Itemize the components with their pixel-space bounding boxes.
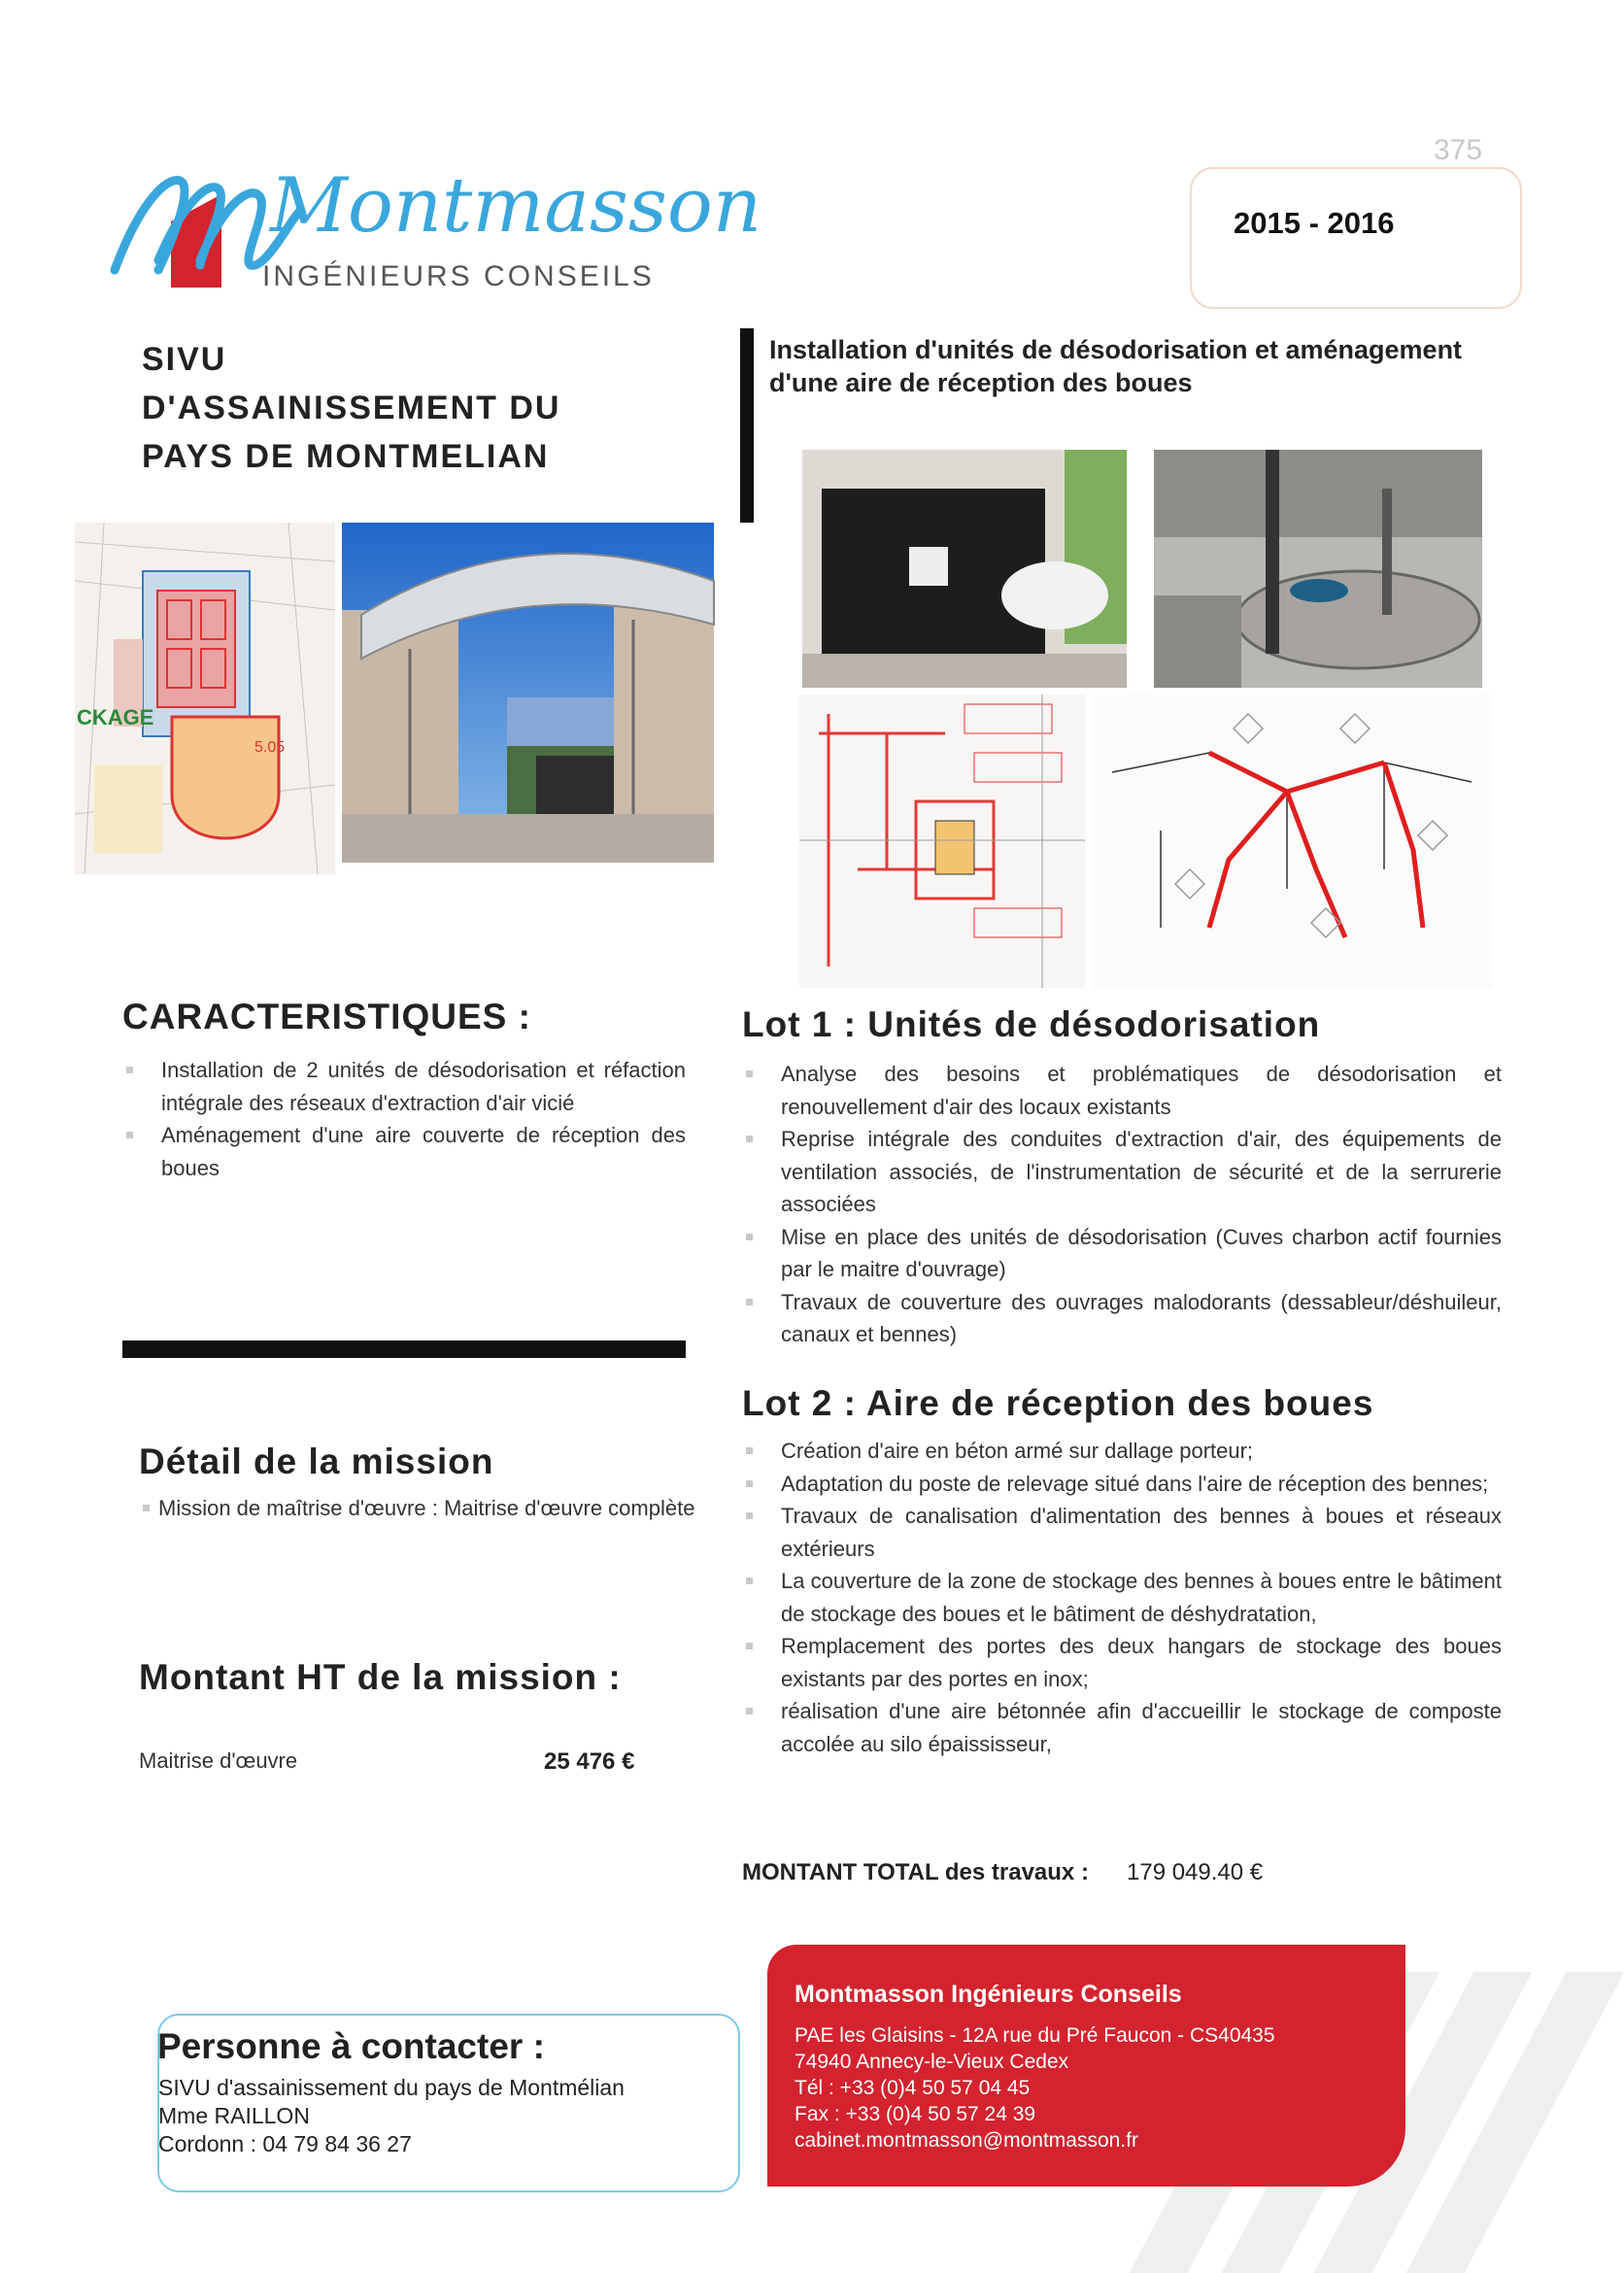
list-item: Travaux de canalisation d'alimentation des bennes à boues et réseaux extérieurs bbox=[742, 1500, 1502, 1565]
list-item: Création d'aire en béton armé sur dallage porteur; bbox=[742, 1435, 1502, 1468]
logo-subtitle: INGÉNIEURS CONSEILS bbox=[262, 260, 655, 292]
list-item: Reprise intégrale des conduites d'extraction d'air, des équipements de ventilation associés, de l'instrumentation de sécurité et de la serrurerie associées bbox=[742, 1123, 1502, 1221]
site-plan-image bbox=[75, 523, 335, 874]
project-title: Installation d'unités de désodorisation et aménagement d'une aire de réception des boues bbox=[769, 335, 1463, 397]
svg-text:5.05: 5.05 bbox=[254, 739, 286, 756]
client-title bbox=[142, 335, 686, 481]
company-name: Montmasson Ingénieurs Conseils bbox=[795, 1981, 1182, 2008]
lot2-list bbox=[742, 1435, 1502, 1760]
lot1-list bbox=[742, 1058, 1502, 1351]
contact-line: SIVU d'assainissement du pays de Montmélian bbox=[158, 2075, 625, 2100]
list-item: La couverture de la zone de stockage des bennes à boues entre le bâtiment de stockage des boues et le bâtiment de déshydratation, bbox=[742, 1565, 1502, 1630]
ventilation-plan-image bbox=[799, 695, 1085, 988]
year-range: 2015 - 2016 bbox=[1234, 206, 1395, 240]
fee-amount: 25 476 € bbox=[544, 1748, 635, 1775]
client-title-line: SIVU bbox=[142, 341, 227, 378]
characteristics-heading: CARACTERISTIQUES : bbox=[122, 997, 531, 1036]
company-tel: Tél : +33 (0)4 50 57 04 45 bbox=[795, 2077, 1031, 2099]
total-label: MONTANT TOTAL des travaux : bbox=[742, 1859, 1089, 1885]
contact-line: Mme RAILLON bbox=[158, 2103, 310, 2128]
accent-bar bbox=[740, 328, 754, 523]
list-item: Remplacement des portes des deux hangars de stockage des boues existants par des portes en inox; bbox=[742, 1630, 1502, 1695]
company-fax: Fax : +33 (0)4 50 57 24 39 bbox=[795, 2103, 1036, 2125]
total-amount: 179 049.40 € bbox=[1127, 1859, 1264, 1885]
company-address: PAE les Glaisins - 12A rue du Pré Faucon - CS40435 bbox=[795, 2024, 1275, 2047]
section-divider bbox=[122, 1340, 686, 1358]
list-item: Travaux de couverture des ouvrages malodorants (dessableur/déshuileur, canaux et bennes) bbox=[742, 1286, 1502, 1351]
logo-wordmark: Montmasson bbox=[270, 162, 762, 250]
contact-heading: Personne à contacter : bbox=[157, 2026, 545, 2066]
client-title-line: D'ASSAINISSEMENT DU bbox=[142, 390, 561, 426]
list-item: Mise en place des unités de désodorisation (Cuves charbon actif fournies par le maitre d'ouvrage) bbox=[742, 1221, 1502, 1286]
roof-shelter-photo bbox=[342, 523, 714, 863]
deodorisation-unit-photo bbox=[802, 450, 1127, 688]
client-title-line: PAYS DE MONTMELIAN bbox=[142, 438, 550, 475]
contact-line: Cordonn : 04 79 84 36 27 bbox=[158, 2131, 412, 2156]
mission-list bbox=[139, 1492, 700, 1525]
lot2-heading: Lot 2 : Aire de réception des boues bbox=[742, 1383, 1374, 1423]
list-item: Installation de 2 unités de désodorisation et réfaction intégrale des réseaux d'extraction d'air vicié bbox=[122, 1054, 686, 1119]
fee-label: Maitrise d'œuvre bbox=[139, 1748, 298, 1773]
fee-heading: Montant HT de la mission : bbox=[139, 1657, 622, 1697]
list-item: Adaptation du poste de relevage situé dans l'aire de réception des bennes; bbox=[742, 1468, 1502, 1501]
svg-text:CKAGE: CKAGE bbox=[77, 705, 154, 729]
list-item: Aménagement d'une aire couverte de réception des boues bbox=[122, 1119, 686, 1184]
company-city: 74940 Annecy-le-Vieux Cedex bbox=[795, 2051, 1069, 2073]
company-email[interactable]: cabinet.montmasson@montmasson.fr bbox=[795, 2129, 1138, 2152]
list-item: réalisation d'une aire bétonnée afin d'accueillir le stockage de composte accolée au silo épaississeur, bbox=[742, 1695, 1502, 1760]
page-number: 375 bbox=[1434, 134, 1483, 166]
mission-heading: Détail de la mission bbox=[139, 1442, 494, 1481]
lot1-heading: Lot 1 : Unités de désodorisation bbox=[742, 1004, 1321, 1044]
list-item: Mission de maîtrise d'œuvre : Maitrise d'œuvre complète bbox=[139, 1492, 700, 1525]
list-item: Analyse des besoins et problématiques de désodorisation et renouvellement d'air des locaux existants bbox=[742, 1058, 1502, 1123]
reception-area-photo bbox=[1154, 450, 1482, 688]
duct-network-diagram bbox=[1093, 695, 1493, 988]
characteristics-list bbox=[122, 1054, 686, 1184]
